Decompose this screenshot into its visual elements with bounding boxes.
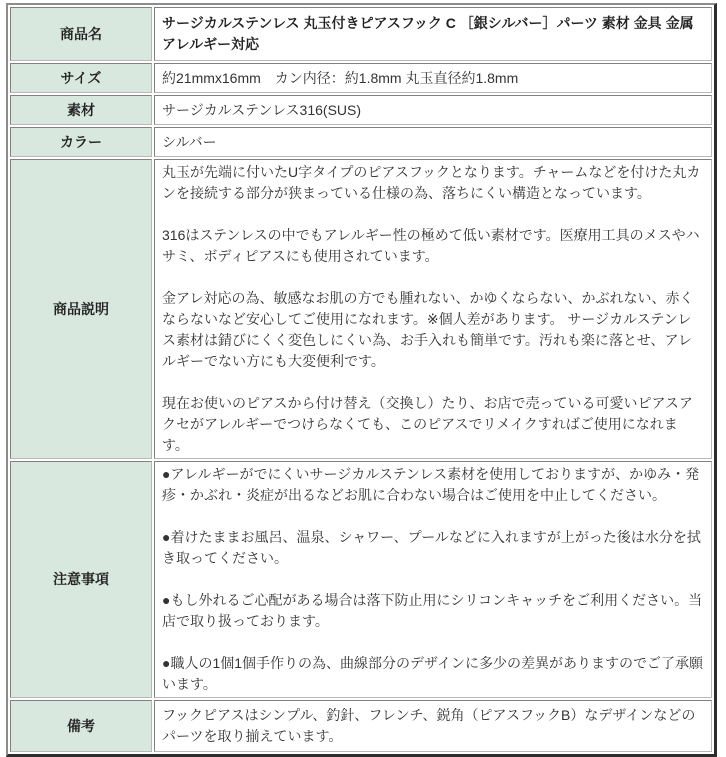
row-label-product-name: 商品名 [10,7,152,61]
table-row-notes [10,700,712,752]
row-value-material: サージカルステンレス316(SUS) [154,95,712,125]
row-value-color: シルバー [154,127,712,157]
row-label-description: 商品説明 [10,159,152,459]
precaution-item: ●着けたままお風呂、温泉、シャワー、プールなどに入れますが上がった後は水分を拭き取ってください。 [162,529,701,566]
table-row-color [10,127,712,157]
precaution-item: ●もし外れるご心配がある場合は落下防止用にシリコンキャッチをご利用ください。当店で取り扱っております。 [162,592,703,629]
row-value-product-name: サージカルステンレス 丸玉付きピアスフック C ［銀シルバー］パーツ 素材 金具 金属アレルギー対応 [154,7,712,61]
row-value-precautions [154,461,712,698]
row-label-size: サイズ [10,63,152,93]
precaution-item: ●アレルギーがでにくいサージカルステンレス素材を使用しておりますが、かゆみ・発疹・かぶれ・炎症が出るなどお肌に合わない場合はご使用を中止してください。 [162,466,700,503]
table-row-material [10,95,712,125]
description-paragraph: 金アレ対応の為、敏感なお肌の方でも腫れない、かゆくならない、かぶれない、赤くならないなど安心してご使用になれます。※個人差があります。 サージカルステンレス素材は錆びにくく変色しにくい為、お手入れも簡単です。汚れも楽に落とせ、アレルギーでない方にも大変便利です。 [162,290,694,369]
description-paragraph: 316はステンレスの中でもアレルギー性の極めて低い素材です。医療用工具のメスやハサミ、ボディピアスにも使用されています。 [162,227,700,264]
row-label-notes: 備考 [10,700,152,752]
row-label-color: カラー [10,127,152,157]
product-info-table [6,3,717,757]
table-row-description [10,159,712,459]
table-row-size [10,63,712,93]
row-value-notes: フックピアスはシンプル、釣針、フレンチ、鋭角（ピアスフックB）なデザインなどのパーツを取り揃えています。 [154,700,712,752]
precaution-item: ●職人の1個1個手作りの為、曲線部分のデザインに多少の差異がありますのでご了承願います。 [162,655,704,692]
description-paragraph: 丸玉が先端に付いたU字タイプのピアスフックとなります。チャームなどを付けた丸カンを接続する部分が狭まっている仕様の為、落ちにくい構造となっています。 [162,164,701,201]
description-paragraph: 現在お使いのピアスから付け替え（交換し）たり、お店で売っている可愛いピアスアクセがアレルギーでつけらなくても、このピアスでリメイクすればご使用になれます。 [162,395,693,453]
row-label-material: 素材 [10,95,152,125]
row-label-precautions: 注意事項 [10,461,152,698]
table-row-precautions [10,461,712,698]
row-value-description [154,159,712,459]
table-row-product-name [10,7,712,61]
row-value-size: 約21mmx16mm カン内径：約1.8mm 丸玉直径約1.8mm [154,63,712,93]
